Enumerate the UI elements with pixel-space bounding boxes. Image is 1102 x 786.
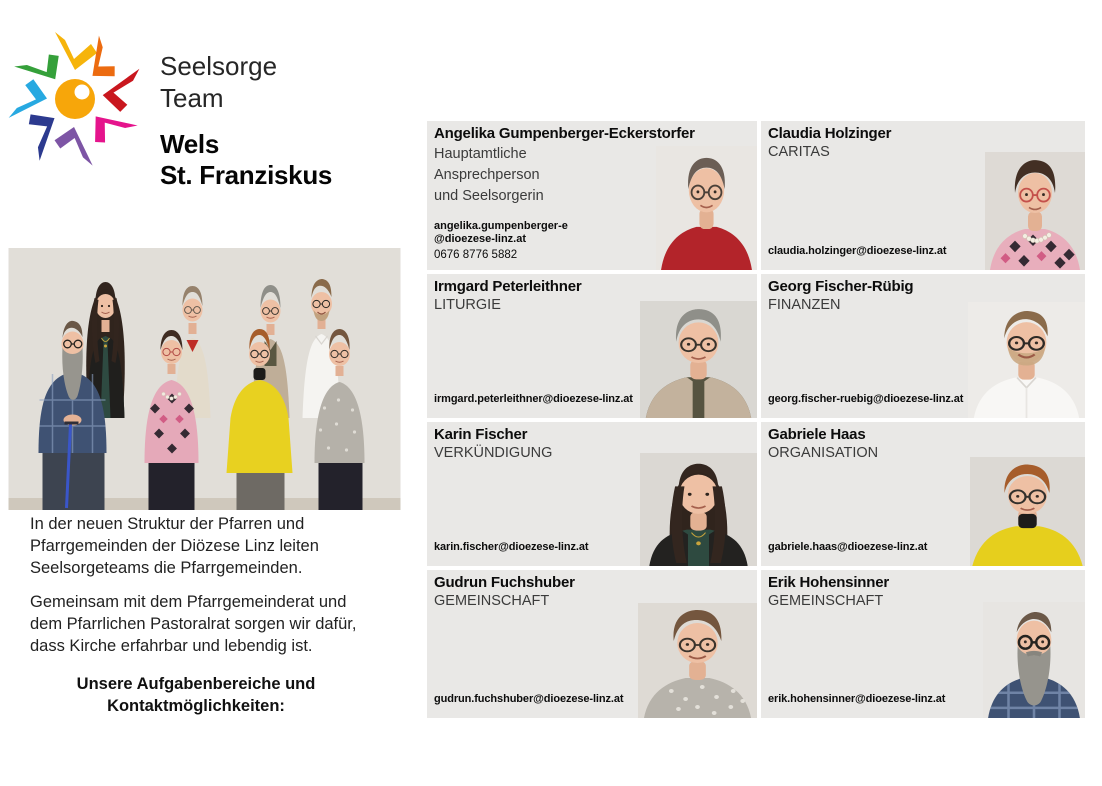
photo-karin-fischer	[640, 453, 757, 566]
starburst-sun-icon	[2, 6, 154, 186]
org-name-line: St. Franziskus	[160, 160, 333, 190]
org-title	[160, 50, 332, 114]
photo-gudrun-fuchshuber	[638, 603, 757, 718]
intro-heading	[30, 673, 362, 717]
member-role: GEMEINSCHAFT	[768, 593, 884, 609]
org-title-line: Seelsorge	[160, 51, 278, 81]
team-group-photo	[8, 248, 401, 510]
member-role: LITURGIE	[434, 297, 501, 313]
org-title-line: Team	[160, 83, 224, 113]
member-name: Georg Fischer-Rübig	[768, 278, 914, 295]
logo-ray-green	[14, 39, 68, 93]
member-phone: 0676 8776 5882	[434, 249, 518, 261]
photo-erik-hohensinner	[983, 602, 1085, 718]
member-role: VERKÜNDIGUNG	[434, 445, 553, 461]
member-contact	[434, 220, 568, 262]
logo-ray-amber	[55, 32, 97, 70]
member-role: FINANZEN	[768, 297, 841, 313]
member-email: angelika.gumpenberger-e	[434, 220, 568, 232]
photo-gabriele-haas	[970, 457, 1085, 566]
logo-sun-hole	[75, 85, 90, 100]
member-name: Irmgard Peterleithner	[434, 278, 582, 295]
intro-paragraph-1	[30, 513, 362, 579]
intro-heading-line: Kontaktmöglichkeiten:	[107, 697, 285, 715]
member-name: Karin Fischer	[434, 426, 528, 443]
logo-ray-purple	[54, 126, 94, 165]
team-member-card-gabriele	[761, 422, 1085, 566]
intro-line: Gemeinsam mit dem Pfarrgemeinderat und	[30, 593, 347, 611]
logo-ray-navy	[12, 104, 69, 161]
member-role-line: Hauptamtliche	[434, 146, 527, 162]
intro-line: dass Kirche erfahrbar und lebendig ist.	[30, 637, 313, 655]
member-name: Gabriele Haas	[768, 426, 866, 443]
intro-line: Pfarrgemeinden der Diözese Linz leiten	[30, 537, 319, 555]
member-email: @dioezese-linz.at	[434, 233, 527, 245]
photo-claudia-holzinger	[985, 152, 1085, 270]
intro-paragraph-2	[30, 591, 362, 657]
member-role-line: und Seelsorgerin	[434, 188, 544, 204]
team-grid	[427, 121, 1085, 718]
team-member-card-karin	[427, 422, 757, 566]
member-email: irmgard.peterleithner@dioezese-linz.at	[434, 393, 633, 405]
member-name: Erik Hohensinner	[768, 574, 889, 591]
intro-heading-line: Unsere Aufgabenbereiche und	[76, 675, 316, 693]
photo-angelika-gumpenberger	[656, 146, 757, 270]
member-email: erik.hohensinner@dioezese-linz.at	[768, 693, 946, 705]
intro-line: Seelsorgeteams die Pfarrgemeinden.	[30, 559, 303, 577]
member-role: GEMEINSCHAFT	[434, 593, 550, 609]
logo-sun	[55, 79, 95, 119]
member-role: CARITAS	[768, 144, 830, 160]
member-email: gabriele.haas@dioezese-linz.at	[768, 541, 928, 553]
org-name	[160, 129, 332, 191]
intro-line: dem Pfarrlichen Pastoralrat sorgen wir dafür,	[30, 615, 357, 633]
member-email: claudia.holzinger@dioezese-linz.at	[768, 245, 947, 257]
intro-text	[30, 513, 362, 717]
brand-text	[160, 50, 332, 191]
team-member-card-erik	[761, 570, 1085, 718]
member-name: Angelika Gumpenberger-Eckerstorfer	[434, 125, 695, 142]
photo-irmgard-peterleithner	[640, 301, 757, 418]
member-email: karin.fischer@dioezese-linz.at	[434, 541, 589, 553]
member-email: gudrun.fuchshuber@dioezese-linz.at	[434, 693, 624, 705]
team-member-card-claudia	[761, 121, 1085, 270]
member-role: ORGANISATION	[768, 445, 879, 461]
logo-ray-blue	[9, 79, 48, 119]
member-name: Gudrun Fuchshuber	[434, 574, 575, 591]
photo-georg-fischer-ruebig	[968, 302, 1085, 418]
member-name: Claudia Holzinger	[768, 125, 892, 142]
team-member-card-irmgard	[427, 274, 757, 418]
team-member-card-georg	[761, 274, 1085, 418]
intro-line: In der neuen Struktur der Pfarren und	[30, 515, 305, 533]
member-email: georg.fischer-ruebig@dioezese-linz.at	[768, 393, 964, 405]
team-member-card-angelika	[427, 121, 757, 270]
org-name-line: Wels	[160, 129, 220, 159]
member-role-line: Ansprechperson	[434, 167, 540, 183]
team-member-card-gudrun	[427, 570, 757, 718]
